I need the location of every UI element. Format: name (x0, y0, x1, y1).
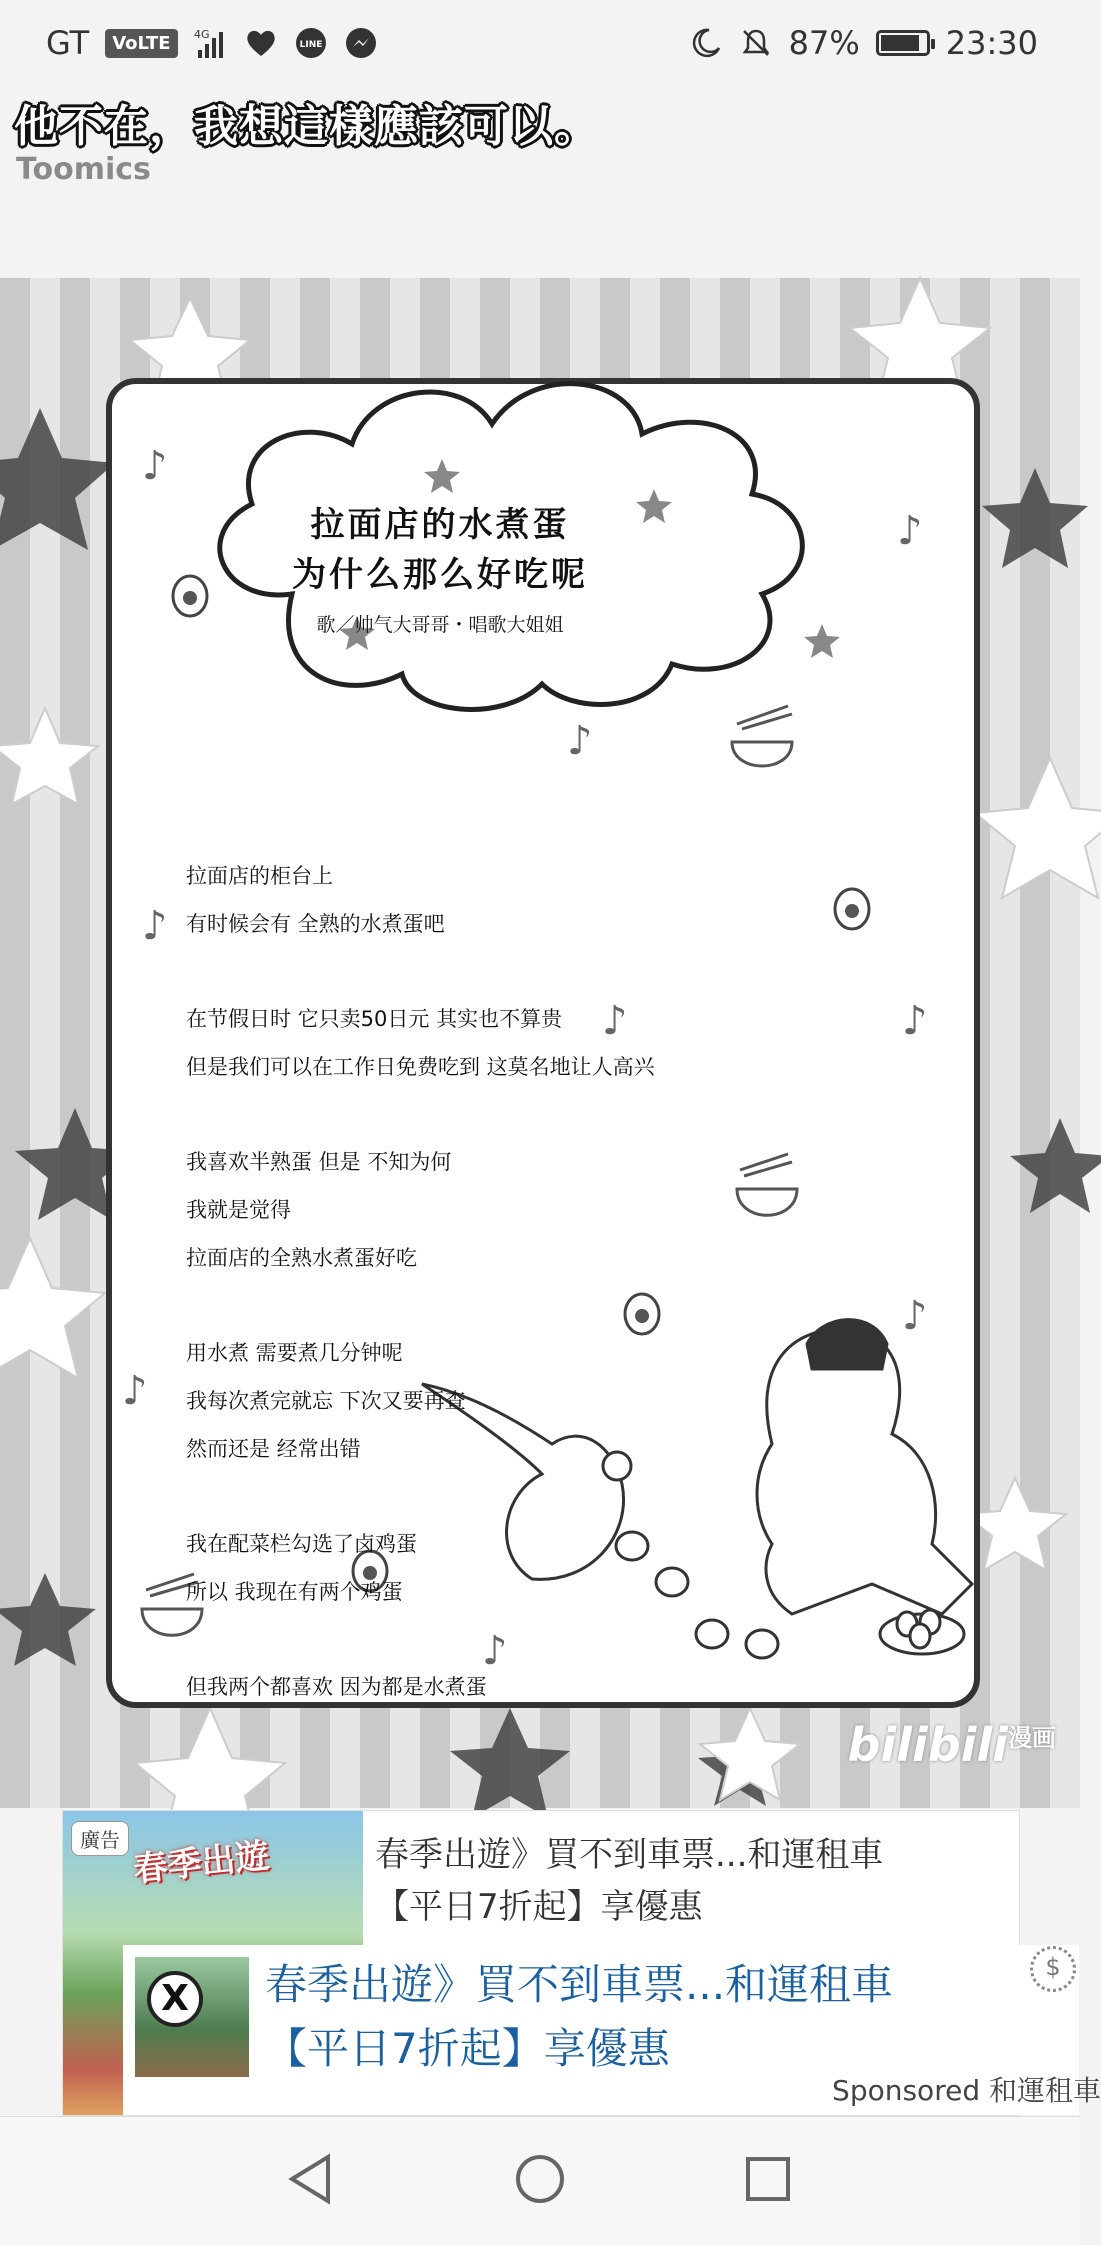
lyric-line: 我喜欢半熟蛋 但是 不知为何 (186, 1150, 452, 1174)
sponsored-label[interactable]: Sponsored 和運租車 (832, 2074, 1101, 2107)
bell-off-icon (739, 26, 773, 60)
music-note-icon: ♪ (902, 998, 928, 1044)
chick (616, 1532, 648, 1560)
ad-banner[interactable] (62, 1810, 1101, 2116)
boy (757, 1329, 972, 1614)
ad-image-text: 春季出遊 (131, 1835, 272, 1890)
star-icon (1010, 1118, 1101, 1213)
music-note-icon: ♪ (602, 998, 628, 1044)
ramen-bowl-icon (732, 706, 792, 766)
clock: 23:30 (945, 24, 1038, 62)
moon-icon (689, 26, 723, 60)
lyric-line: 拉面店的全熟水煮蛋好吃 (186, 1246, 417, 1270)
chick (746, 1630, 778, 1658)
song-title-line1: 拉面店的水煮蛋 (310, 505, 570, 545)
music-note-icon: ♪ (902, 1293, 928, 1339)
battery-icon (876, 30, 930, 56)
lyrics-card (106, 378, 980, 1708)
song-credit: 歌／帅气大哥哥・唱歌大姐姐 (316, 614, 564, 636)
ad-overlay[interactable] (123, 1945, 1101, 2115)
watermark-logo: bilibili (847, 1718, 1008, 1772)
lyric-line: 用水煮 需要煮几分钟呢 (186, 1341, 403, 1365)
post-title: 他不在，我想這樣應該可以。 (14, 101, 599, 152)
ad-overlay-line1: 春季出遊》買不到車票...和運租車 (265, 1960, 894, 2009)
carrier-label: GT (46, 24, 90, 62)
lyric-line: 我就是觉得 (186, 1198, 291, 1222)
adchoices-icon[interactable]: $ (1030, 1946, 1076, 1992)
chick (656, 1568, 688, 1596)
network-label: 4G (193, 28, 210, 41)
star-icon (0, 1238, 105, 1378)
messenger-icon (344, 26, 378, 60)
star-icon (804, 624, 840, 658)
bilibili-watermark (848, 1718, 1056, 1772)
lyric-line: 有时候会有 全熟的水煮蛋吧 (186, 912, 445, 936)
music-note-icon: ♪ (482, 1628, 508, 1674)
illustration (422, 1320, 972, 1658)
star-icon (450, 1708, 570, 1818)
line-label: LINE (299, 40, 322, 50)
music-note-icon: ♪ (897, 508, 923, 554)
star-icon (0, 708, 98, 804)
lyric-line: 然而还是 经常出错 (186, 1437, 361, 1461)
lyric-line: 拉面店的柜台上 (186, 864, 333, 888)
music-note-icon: ♪ (142, 903, 168, 949)
ad-line1: 春季出遊》買不到車票...和運租車 (375, 1835, 884, 1875)
star-icon (0, 408, 115, 550)
song-header (110, 384, 770, 704)
post-source[interactable]: Toomics (16, 152, 151, 187)
lyric-line: 所以 我现在有两个鸡蛋 (186, 1580, 403, 1604)
status-bar (0, 0, 1080, 86)
star-icon (982, 468, 1088, 568)
music-note-icon: ♪ (122, 1368, 148, 1414)
star-icon (0, 1573, 96, 1666)
lyric-line: 但我两个都喜欢 因为都是水煮蛋 (186, 1675, 487, 1699)
song-title-line2: 为什么那么好吃呢 (292, 555, 588, 595)
back-icon[interactable] (280, 2147, 344, 2211)
lyric-line: 我在配菜栏勾选了卤鸡蛋 (186, 1532, 417, 1556)
signal-icon (194, 26, 228, 60)
line-app-icon (294, 26, 328, 60)
heart-icon (244, 26, 278, 60)
music-note-icon: ♪ (142, 443, 168, 489)
recents-icon[interactable] (736, 2147, 800, 2211)
comic-image (0, 278, 1080, 1808)
system-nav-bar (0, 2116, 1080, 2245)
music-note-icon: ♪ (567, 718, 593, 764)
ad-line2: 【平日7折起】享優惠 (375, 1887, 703, 1927)
watermark-sub: 漫画 (1008, 1724, 1056, 1752)
ad-overlay-headline[interactable] (265, 1953, 893, 2081)
lyric-line: 我每次煮完就忘 下次又要再查 (186, 1389, 466, 1413)
ramen-bowl-icon (737, 1154, 797, 1215)
chick (696, 1620, 728, 1648)
ad-close-button[interactable]: X (147, 1971, 203, 2027)
star-icon (975, 758, 1101, 898)
ad-badge: 廣告 (71, 1821, 129, 1856)
battery-percent: 87% (788, 24, 860, 62)
volte-badge: VoLTE (105, 29, 177, 58)
ad-headline[interactable] (375, 1829, 883, 1933)
lyric-line: 在节假日时 它只卖50日元 其实也不算贵 (186, 1007, 563, 1031)
home-icon[interactable] (508, 2147, 572, 2211)
ad-overlay-line2: 【平日7折起】享優惠 (265, 2024, 670, 2073)
lyric-line: 但是我们可以在工作日免费吃到 这莫名地让人高兴 (186, 1055, 655, 1079)
